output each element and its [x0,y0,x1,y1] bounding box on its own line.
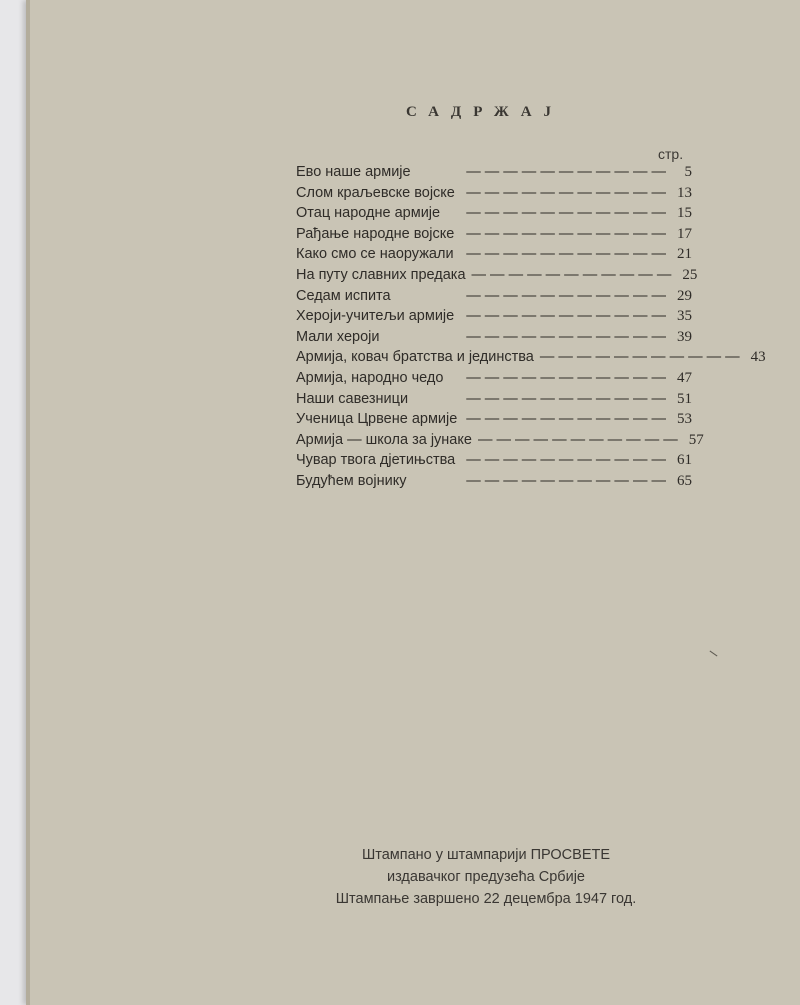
toc-entry-page: 35 [677,308,692,325]
table-of-contents [296,162,766,492]
toc-entry [296,347,766,368]
toc-leader: — — — — — — — — — — — [466,328,666,345]
toc-entry [296,327,692,348]
toc-leader: — — — — — — — — — — — [466,369,666,386]
toc-entry-page: 61 [677,452,692,469]
toc-entry-page: 43 [750,349,766,366]
toc-leader: — — — — — — — — — — — [466,452,666,469]
toc-leader: — — — — — — — — — — — [466,184,666,201]
toc-entry-title: Наши савезници [296,390,409,407]
toc-leader: — — — — — — — — — — — [477,431,678,448]
toc-leader: — — — — — — — — — — — [466,164,666,180]
toc-entry [296,389,692,410]
toc-entry-page: 51 [677,390,692,407]
toc-entry-title: Армија, народно чедо [296,369,444,386]
toc-entry [296,450,692,471]
toc-entry-title: Мали хероји [296,328,380,345]
toc-entry-title: Армија — школа за јунаке [296,431,472,448]
toc-entry [296,471,692,492]
toc-entry-page: 53 [677,411,692,428]
toc-entry [296,409,692,430]
toc-entry [296,286,692,307]
toc-entry-title: Седам испита [296,287,391,304]
toc-entry-title: На путу славних предака [296,266,466,283]
colophon-line-1: Штампано у штампарији ПРОСВЕТЕ [361,847,611,863]
toc-entry-page: 21 [677,246,692,263]
toc-entry-page: 25 [682,266,698,283]
toc-leader: — — — — — — — — — — — [471,266,672,283]
toc-entry [296,203,692,224]
toc-entry-page: 39 [677,328,692,345]
toc-entry-title: Армија, ковач братства и јединства [296,349,534,366]
toc-entry-page: 47 [677,369,692,386]
toc-leader: — — — — — — — — — — — [466,225,666,242]
toc-entry-page: 65 [677,472,692,489]
paper-mark [710,651,718,657]
toc-entry [296,430,704,451]
toc-entry [296,183,692,204]
toc-leader: — — — — — — — — — — — [466,308,666,325]
toc-entry-title: Будућем војнику [296,472,407,489]
toc-entry-title: Чувар твога дјетињства [296,452,456,469]
colophon [286,844,686,910]
toc-entry-page: 15 [677,205,692,222]
toc-entry-title: Како смо се наоружали [296,246,454,263]
toc-leader: — — — — — — — — — — — [466,246,666,263]
toc-leader: — — — — — — — — — — — [466,390,666,407]
toc-entry-page: 13 [677,184,692,201]
colophon-line-3: Штампање завршено 22 децембра 1947 год. [335,891,637,907]
toc-entry [296,162,692,183]
toc-entry [296,244,692,265]
toc-entry-title: Слом краљевске војске [296,184,455,201]
toc-leader: — — — — — — — — — — — [466,411,666,428]
toc-entry-page: 17 [677,225,692,242]
toc-entry [296,306,692,327]
toc-leader: — — — — — — — — — — — [466,472,666,489]
toc-leader: — — — — — — — — — — — [466,287,666,304]
toc-entry-title: Ево наше армије [296,164,411,180]
toc-leader: — — — — — — — — — — — [466,205,666,222]
toc-entry-title: Рађање народне војске [296,225,455,242]
toc-entry [296,368,692,389]
toc-entry [296,265,698,286]
toc-entry-title: Ученица Црвене армије [296,411,458,428]
toc-entry-page: 57 [688,431,704,448]
toc-leader: — — — — — — — — — — — [539,349,740,366]
toc-entry [296,224,692,245]
toc-entry-title: Отац народне армије [296,205,441,222]
colophon-line-2: издавачког предузећа Србије [387,869,585,885]
page-edge [26,0,30,1005]
toc-entry-page: 5 [684,164,692,180]
page-title: САДРЖАЈ [406,104,564,120]
toc-entry-title: Хероји-учитељи армије [296,308,455,325]
toc-entry-page: 29 [677,287,692,304]
page-column-label: стр. [658,146,684,162]
book-page [26,0,800,1005]
